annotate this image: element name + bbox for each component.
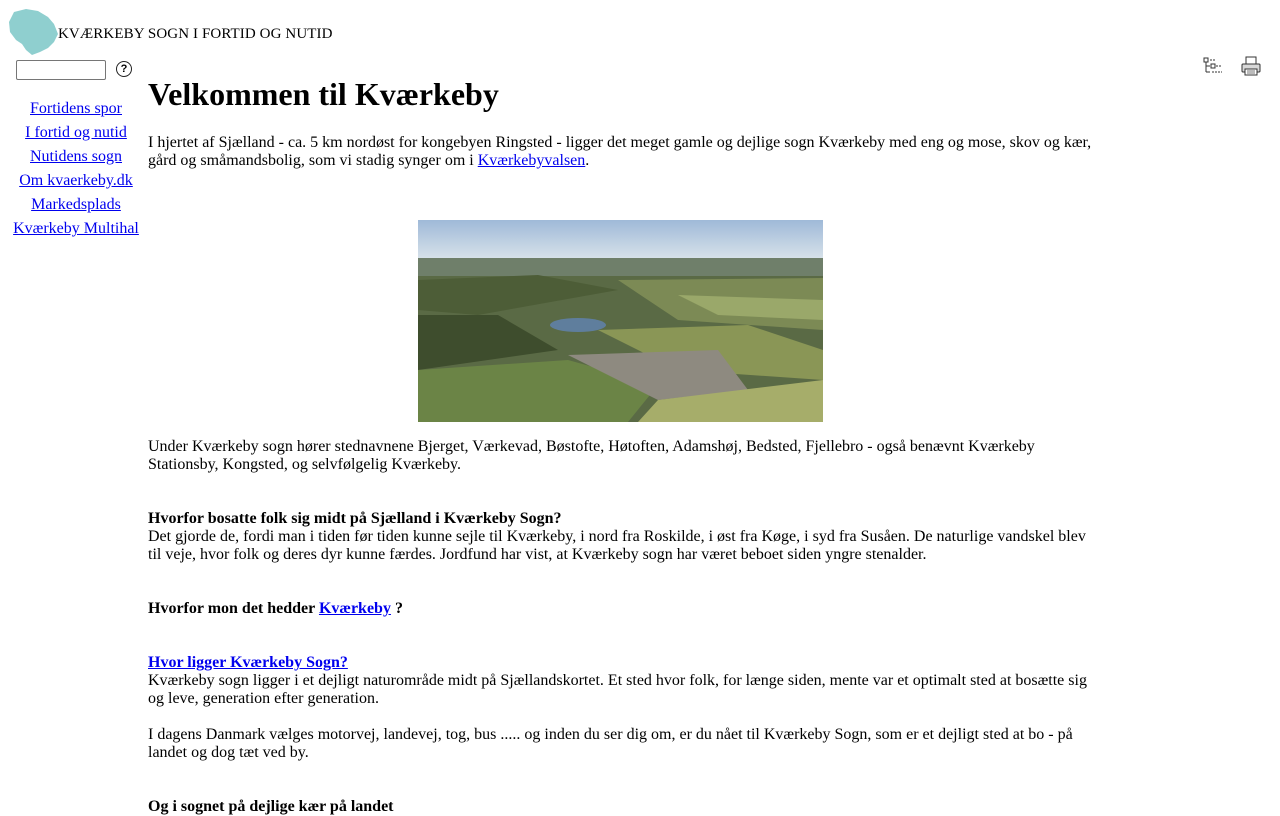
places-paragraph: Under Kværkeby sogn hører stednavnene Bjerget, Værkevad, Bøstofte, Høtoften, Adamshøj, Bedsted, Fjellebro - også benævnt Kværkeby Stationsby, Kongsted, og selvfølgelig Kværkeby. bbox=[148, 438, 1035, 473]
site-title: KVÆRKEBY SOGN I FORTID OG NUTID bbox=[58, 26, 333, 42]
section-name-origin bbox=[148, 600, 1098, 618]
section-heading: Og i sognet på dejlige kær på landet bbox=[148, 798, 394, 815]
section-heading bbox=[148, 600, 1098, 618]
print-icon[interactable] bbox=[1241, 56, 1261, 76]
intro-end: . bbox=[585, 152, 590, 169]
section-text: Kværkeby sogn ligger i et dejligt naturområde midt på Sjællandskortet. Et sted hvor folk, for længe siden, mente var et optimalt sted at bosætte sig og leve, generation efter generation. bbox=[148, 672, 1087, 707]
section-heading bbox=[148, 654, 1098, 672]
nav-item-om-kvaerkeby[interactable]: Om kvaerkeby.dk bbox=[19, 172, 133, 189]
aerial-landscape-image bbox=[418, 220, 823, 422]
location-link[interactable]: Hvor ligger Kværkeby Sogn? bbox=[148, 654, 348, 671]
kvaerkebyvalsen-link[interactable]: Kværkebyvalsen bbox=[477, 152, 586, 169]
site-logo[interactable] bbox=[8, 8, 58, 56]
main-content bbox=[148, 74, 1098, 816]
section-heading: Hvorfor bosatte folk sig midt på Sjælland i Kværkeby Sogn? bbox=[148, 510, 562, 527]
nav-item-markedsplads[interactable]: Markedsplads bbox=[31, 196, 121, 213]
section-text-2: I dagens Danmark vælges motorvej, landevej, tog, bus ..... og inden du ser dig om, er du nået til Kværkeby Sogn, som er et dejligt sted at bo - på landet og dog tæt ved by. bbox=[148, 726, 1073, 761]
nav-item-nutidens-sogn[interactable]: Nutidens sogn bbox=[30, 148, 122, 165]
nav-item-i-fortid-og-nutid[interactable]: I fortid og nutid bbox=[25, 124, 127, 141]
page-title: Velkommen til Kværkeby bbox=[148, 76, 499, 112]
help-icon[interactable]: ? bbox=[116, 61, 132, 77]
kvaerkeby-name-link[interactable]: Kværkeby bbox=[318, 600, 391, 617]
heading-text-end: ? bbox=[390, 600, 403, 617]
nav-item-multihal[interactable]: Kværkeby Multihal bbox=[13, 220, 139, 237]
section-cut-off bbox=[148, 798, 1098, 816]
section-why-settle bbox=[148, 510, 1098, 564]
intro-paragraph bbox=[148, 134, 1098, 170]
heading-text: Hvorfor mon det hedder bbox=[148, 600, 319, 617]
nav-item-fortidens-spor[interactable]: Fortidens spor bbox=[30, 100, 122, 117]
section-text: Det gjorde de, fordi man i tiden før tiden kunne sejle til Kværkeby, i nord fra Roskilde, i øst fra Køge, i syd fra Susåen. De naturlige vandskel blev til veje, hvor folk og deres dyr kunne færdes. Jordfund har vist, at Kværkeby sogn har været beboet siden yngre stenalder. bbox=[148, 528, 1086, 563]
sitemap-icon[interactable] bbox=[1203, 57, 1223, 75]
sidebar-nav bbox=[8, 99, 144, 243]
section-location bbox=[148, 654, 1098, 762]
intro-text: I hjertet af Sjælland - ca. 5 km nordøst for kongebyen Ringsted - ligger det meget gamle og dejlige sogn Kværkeby med eng og mose, skov og kær, gård og småmandsbolig, som vi stadig synger om i bbox=[148, 134, 1092, 169]
search-input[interactable] bbox=[16, 60, 106, 80]
